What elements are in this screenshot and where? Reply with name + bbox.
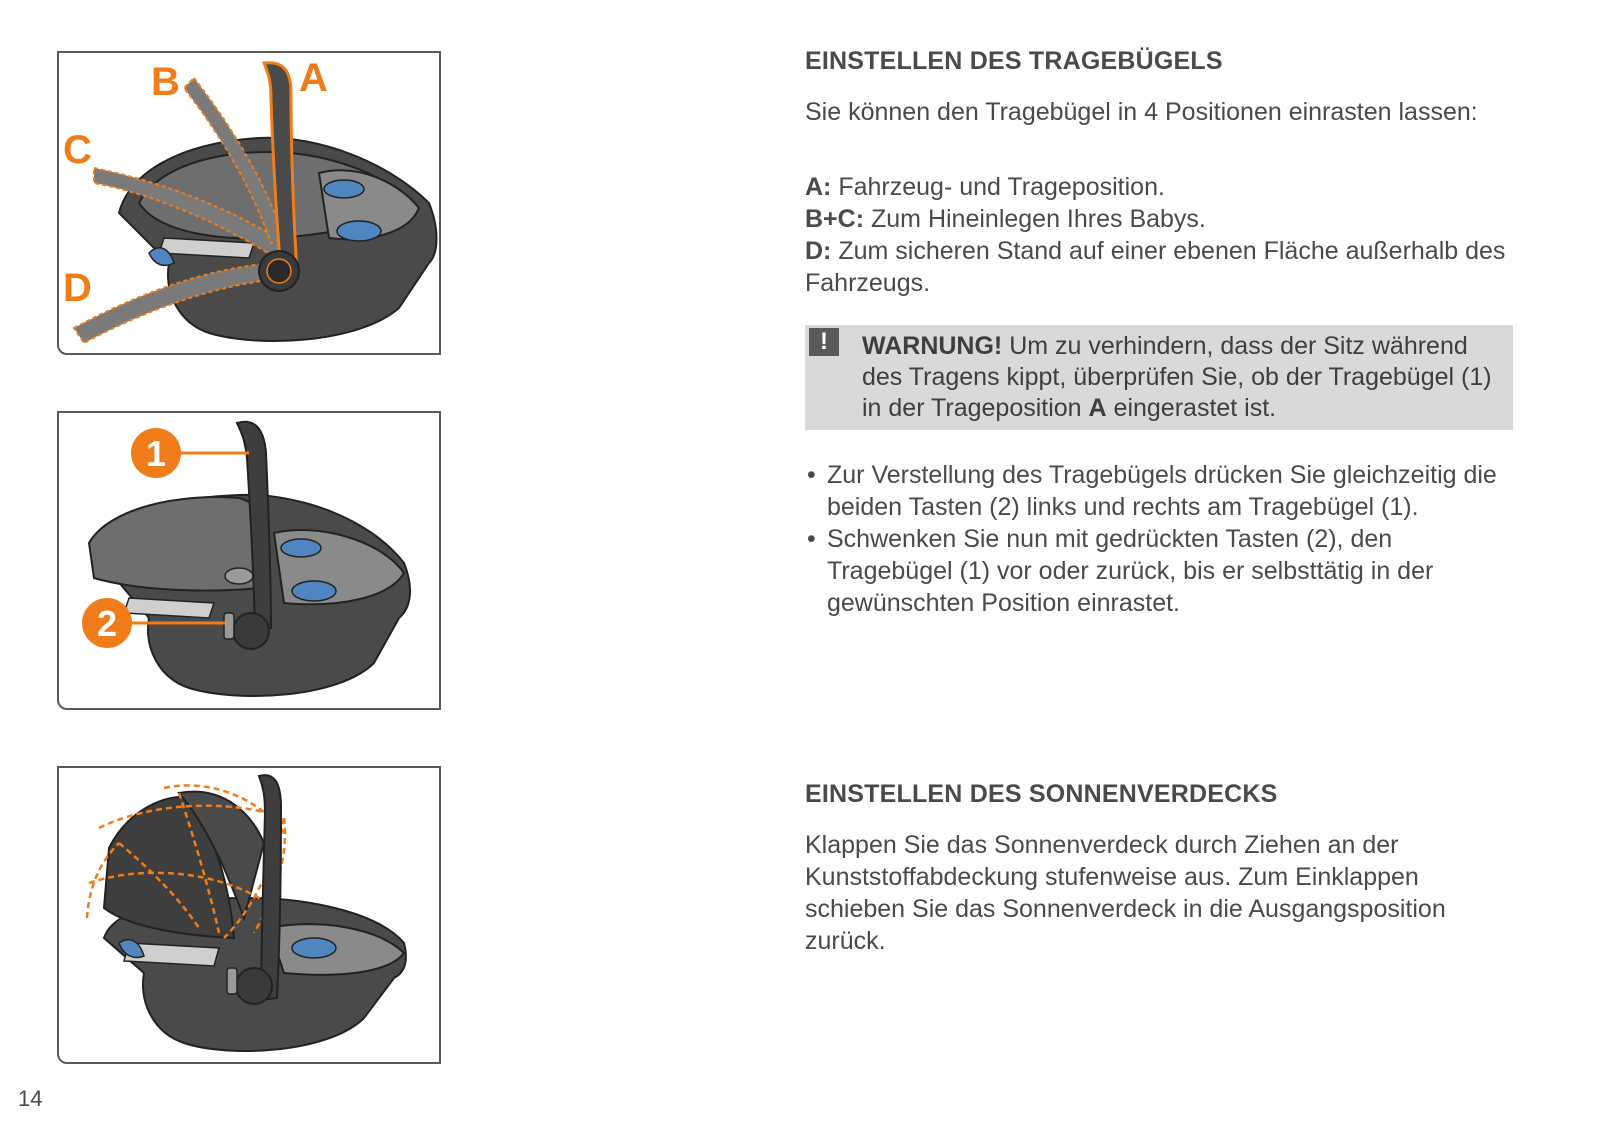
canopy-section-text: Klappen Sie das Sonnenverdeck durch Ziehen an der Kunststoffabdeckung stufenweise aus. Zum Einklappen schieben Sie das Sonnenverdeck in die Ausgangsposition zurück.	[805, 831, 1446, 955]
position-bc-key: B+C:	[805, 205, 865, 233]
callout-handle-1: 1	[145, 433, 167, 474]
handle-label-a: A	[299, 56, 328, 100]
position-bc	[805, 205, 1206, 233]
handle-label-b: B	[151, 60, 180, 104]
list-item: • Zur Verstellung des Tragebügels drücken Sie gleichzeitig die beiden Tasten (2) links und rechts am Tragebügel (1).	[805, 459, 1515, 523]
instruction-bullets	[805, 459, 1515, 619]
warning-label: WARNUNG!	[862, 332, 1003, 360]
warning-text	[862, 331, 1502, 424]
page-number: 14	[18, 1086, 43, 1111]
warning-bold-ref: A	[1088, 394, 1107, 422]
figure-handle-positions	[57, 51, 441, 355]
canopy-illustration	[59, 768, 441, 1064]
figure-canopy	[57, 766, 441, 1064]
position-a-text: Fahrzeug- und Trageposition.	[831, 173, 1165, 201]
warning-icon: !	[809, 328, 839, 356]
callout-button-2: 2	[96, 603, 118, 644]
figure-handle-buttons	[57, 411, 441, 710]
position-d-text: Zum sicheren Stand auf einer ebenen Fläche außerhalb des Fahrzeugs.	[805, 237, 1506, 297]
handle-positions-illustration	[59, 53, 441, 355]
position-bc-text: Zum Hineinlegen Ihres Babys.	[864, 205, 1206, 233]
position-a-key: A:	[805, 173, 832, 201]
handle-section-title: EINSTELLEN DES TRAGEBÜGELS	[805, 47, 1223, 75]
warning-box	[805, 325, 1513, 430]
position-d	[805, 237, 1505, 297]
handle-label-c: C	[63, 128, 92, 172]
handle-label-d: D	[63, 266, 92, 310]
handle-buttons-illustration	[59, 413, 441, 710]
position-d-key: D:	[805, 237, 832, 265]
canopy-section-title: EINSTELLEN DES SONNENVERDECKS	[805, 780, 1278, 808]
position-a	[805, 173, 1165, 201]
handle-section-intro: Sie können den Tragebügel in 4 Positionen einrasten lassen:	[805, 98, 1478, 126]
handle-positions-list	[805, 171, 1515, 299]
list-item: • Schwenken Sie nun mit gedrückten Tasten (2), den Tragebügel (1) vor oder zurück, bis er selbsttätig in der gewünschten Position einrastet.	[805, 523, 1515, 619]
warning-text-part2: eingerastet ist.	[1106, 394, 1277, 422]
warning-text-part1: Um zu verhindern, dass der Sitz während des Tragens kippt, überprüfen Sie, ob der Tragebügel (1) in der Trageposition	[862, 332, 1492, 422]
